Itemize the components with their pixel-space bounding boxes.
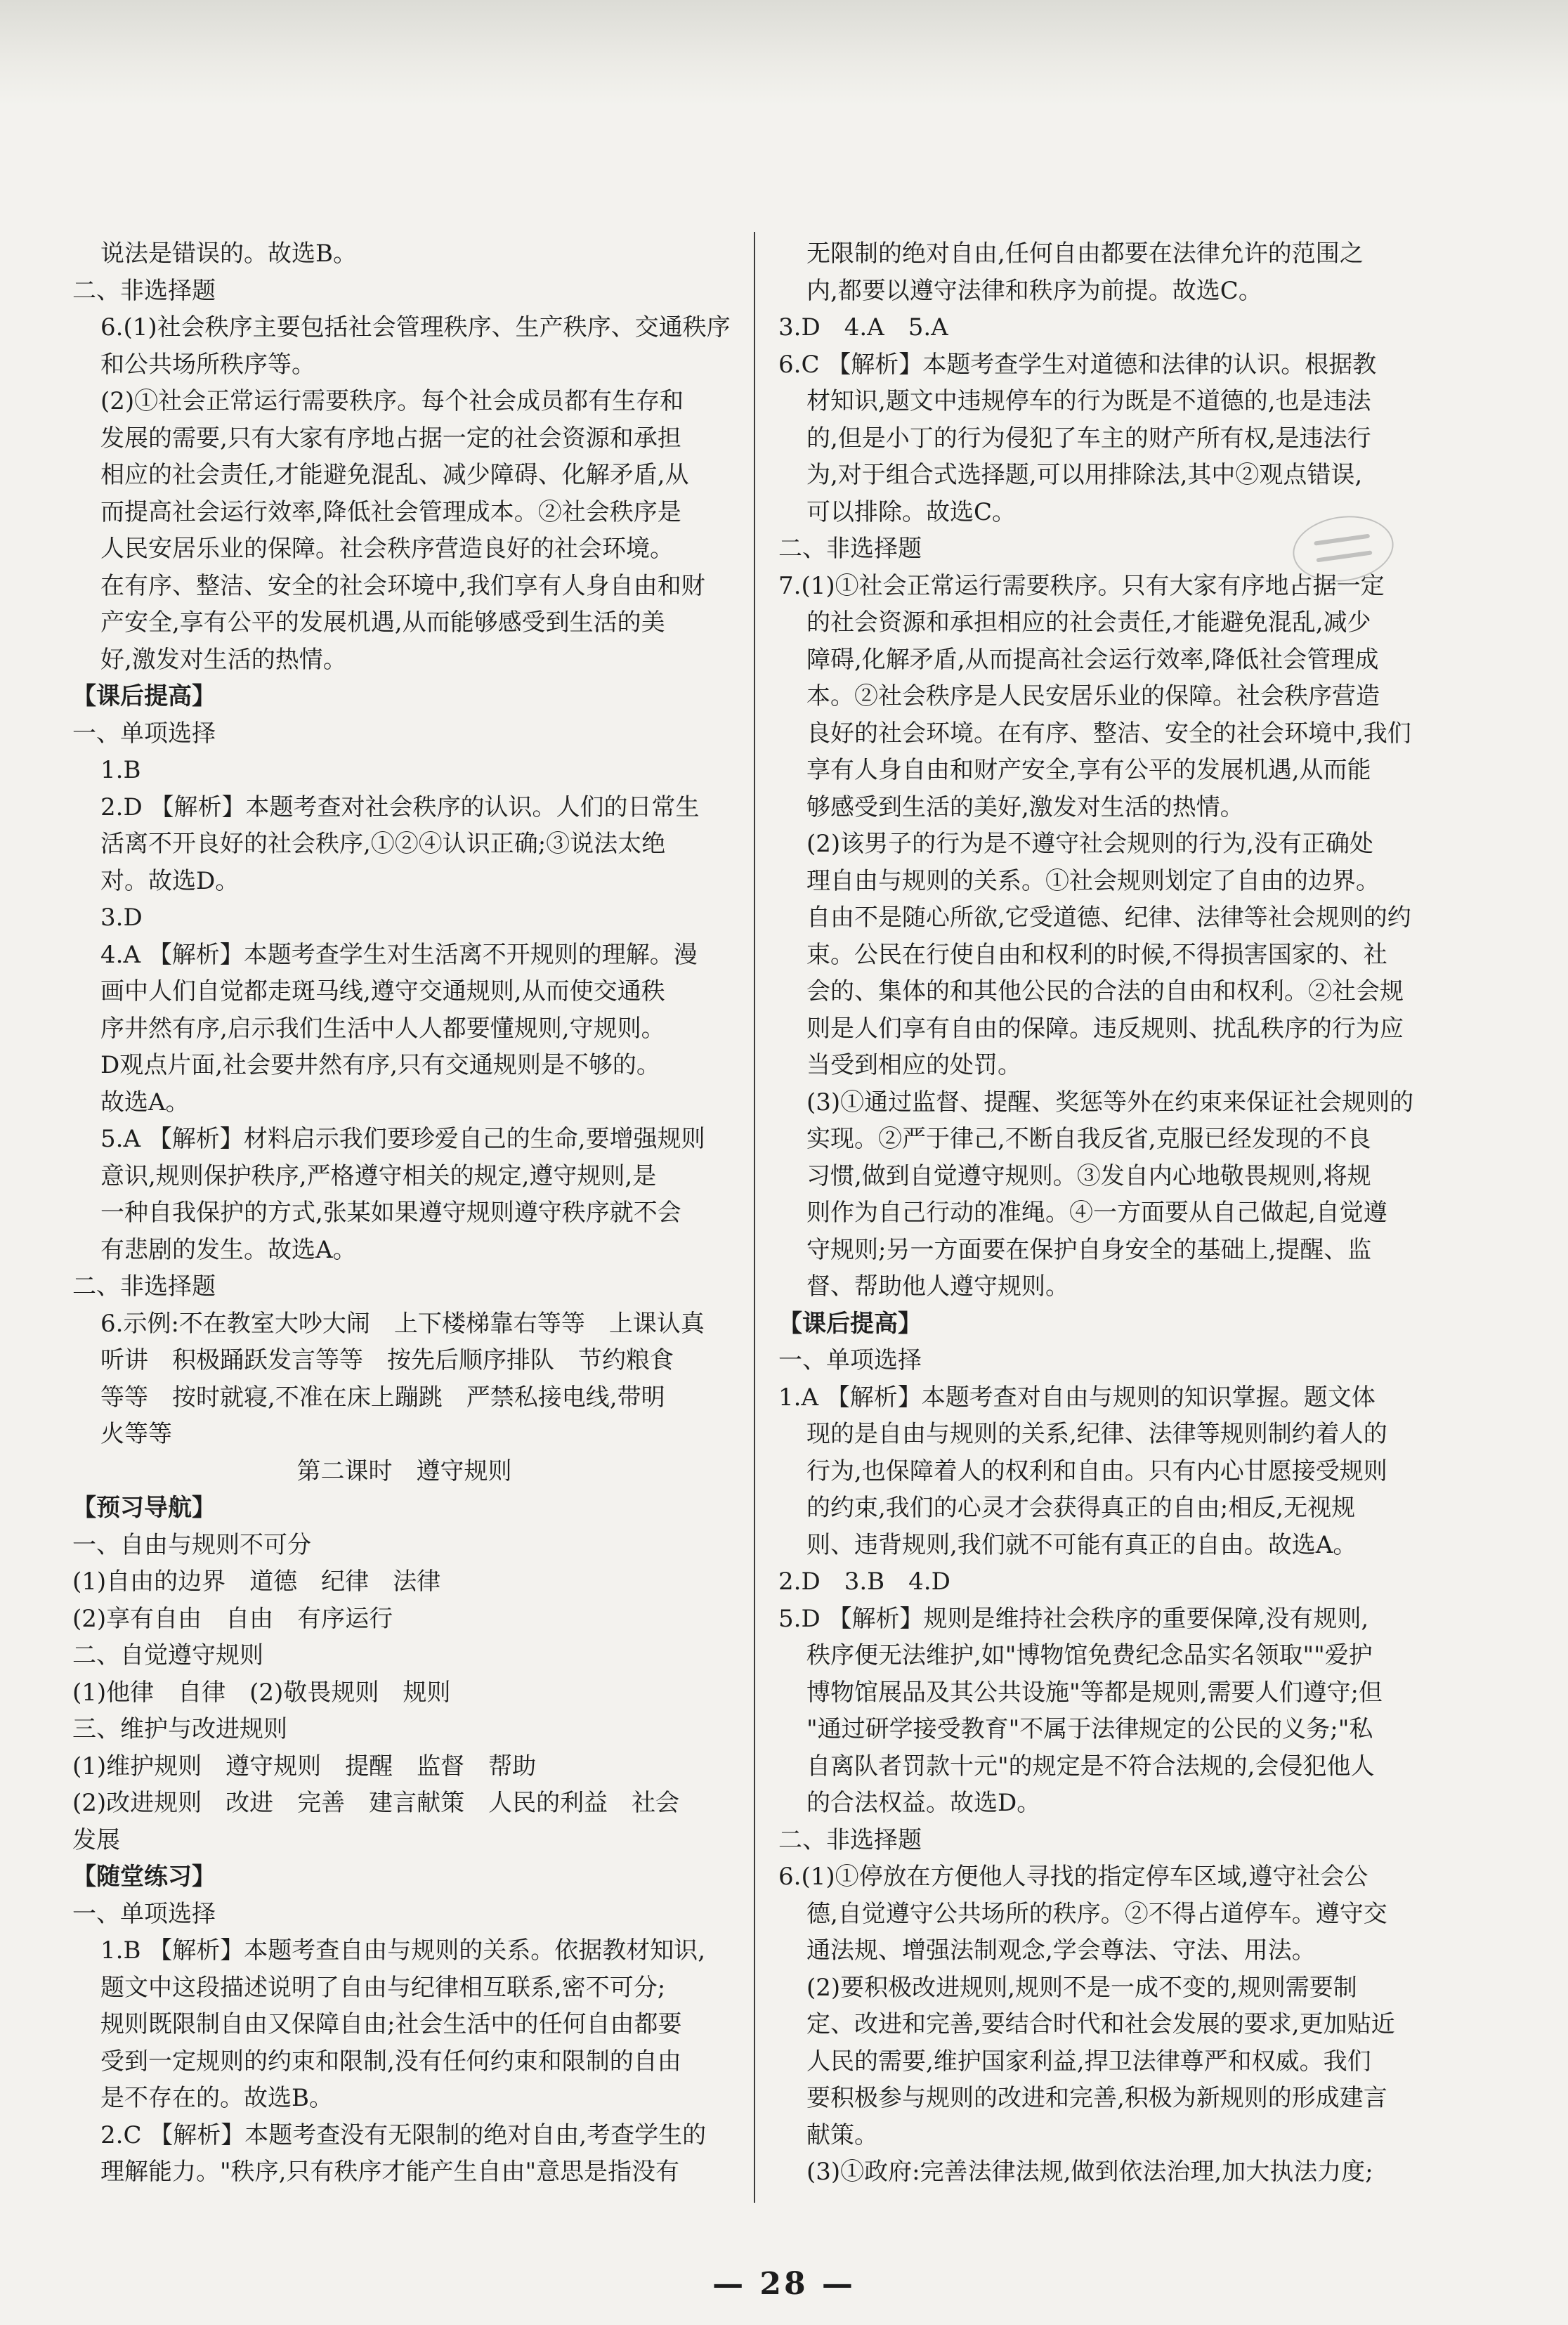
left-column-line: 二、自觉遵守规则	[72, 1641, 263, 1669]
left-column-line: 故选A。	[100, 1088, 190, 1116]
left-column-line: D观点片面,社会要井然有序,只有交通规则是不够的。	[100, 1051, 660, 1079]
left-column-line: 而提高社会运行效率,降低社会管理成本。②社会秩序是	[100, 497, 681, 526]
left-column-line: 人民安居乐业的保障。社会秩序营造良好的社会环境。	[100, 535, 674, 563]
left-column-line: 意识,规则保护秩序,严格遵守相关的规定,遵守规则,是	[100, 1161, 657, 1190]
right-column-line: (3)①通过监督、提醒、奖惩等外在约束来保证社会规则的	[806, 1088, 1414, 1116]
right-column-line: (3)①政府:完善法律法规,做到依法治理,加大执法力度;	[806, 2158, 1373, 2186]
right-column-line: 为,对于组合式选择题,可以用排除法,其中②观点错误,	[806, 461, 1363, 489]
right-column-line: 够感受到生活的美好,激发对生活的热情。	[806, 793, 1244, 821]
left-column-line: 序井然有序,启示我们生活中人人都要懂规则,守规则。	[100, 1014, 665, 1043]
right-column-line: 要积极参与规则的改进和完善,积极为新规则的形成建言	[806, 2084, 1387, 2112]
left-column-line: (1)维护规则 遵守规则 提醒 监督 帮助	[72, 1752, 537, 1780]
left-column-line: 二、非选择题	[72, 276, 216, 305]
left-column-line: 听讲 积极踊跃发言等等 按先后顺序排队 节约粮食	[100, 1346, 674, 1374]
left-column-line: 【课后提高】	[72, 682, 216, 710]
left-column-line: 发展	[72, 1825, 120, 1854]
right-column-line: 会的、集体的和其他公民的合法的自由和权利。②社会规	[806, 977, 1404, 1005]
left-column-line: 一、单项选择	[72, 1899, 216, 1928]
left-column-line: 活离不开良好的社会秩序,①②④认识正确;③说法太绝	[100, 830, 666, 858]
right-column-line: 良好的社会环境。在有序、整洁、安全的社会环境中,我们	[806, 719, 1411, 748]
left-column-line: 第二课时 遵守规则	[296, 1457, 512, 1485]
right-column-line: 自离队者罚款十元"的规定是不符合法规的,会侵犯他人	[806, 1752, 1375, 1780]
right-column-line: 二、非选择题	[778, 535, 922, 563]
right-column-line: 当受到相应的处罚。	[806, 1051, 1021, 1079]
left-column-line: 对。故选D。	[100, 866, 240, 895]
right-column-line: 的社会资源和承担相应的社会责任,才能避免混乱,减少	[806, 608, 1371, 637]
right-column-line: 则是人们享有自由的保障。违反规则、扰乱秩序的行为应	[806, 1014, 1404, 1043]
left-column-line: 题文中这段描述说明了自由与纪律相互联系,密不可分;	[100, 1973, 666, 2002]
right-column-line: 二、非选择题	[778, 1825, 922, 1854]
left-column-line: 有悲剧的发生。故选A。	[100, 1235, 357, 1264]
left-column-line: 6.(1)社会秩序主要包括社会管理秩序、生产秩序、交通秩序	[100, 313, 731, 341]
left-column-line: 【预习导航】	[72, 1494, 216, 1522]
right-column-line: (2)要积极改进规则,规则不是一成不变的,规则需要制	[806, 1973, 1357, 2002]
right-column-line: 秩序便无法维护,如"博物馆免费纪念品实名领取""爱护	[806, 1641, 1373, 1669]
scan-top-band	[0, 0, 1568, 105]
left-column-line: 一种自我保护的方式,张某如果遵守规则遵守秩序就不会	[100, 1199, 681, 1227]
right-column-line: 本。②社会秩序是人民安居乐业的保障。社会秩序营造	[806, 682, 1380, 710]
left-column-line: (2)改进规则 改进 完善 建言献策 人民的利益 社会	[72, 1789, 680, 1817]
right-column-line: 习惯,做到自觉遵守规则。③发自内心地敬畏规则,将规	[806, 1161, 1371, 1190]
right-column-line: 现的是自由与规则的关系,纪律、法律等规则制约着人的	[806, 1420, 1387, 1448]
right-column-line: 1.A 【解析】本题考查对自由与规则的知识掌握。题文体	[778, 1383, 1376, 1412]
right-column-line: 督、帮助他人遵守规则。	[806, 1272, 1069, 1301]
right-column-line: 行为,也保障着人的权利和自由。只有内心甘愿接受规则	[806, 1457, 1387, 1485]
right-column-line: 内,都要以遵守法律和秩序为前提。故选C。	[806, 276, 1262, 305]
left-column-line: 4.A 【解析】本题考查学生对生活离不开规则的理解。漫	[100, 940, 698, 969]
right-column-line: 则作为自己行动的准绳。④一方面要从自己做起,自觉遵	[806, 1199, 1387, 1227]
right-column-line: (2)该男子的行为是不遵守社会规则的行为,没有正确处	[806, 830, 1373, 858]
left-column-line: 产安全,享有公平的发展机遇,从而能够感受到生活的美	[100, 608, 665, 637]
left-column-line: (2)享有自由 自由 有序运行	[72, 1604, 393, 1633]
right-column-line: 享有人身自由和财产安全,享有公平的发展机遇,从而能	[806, 756, 1371, 784]
right-column-line: 理自由与规则的关系。①社会规则划定了自由的边界。	[806, 866, 1380, 895]
right-column-line: 德,自觉遵守公共场所的秩序。②不得占道停车。遵守交	[806, 1899, 1387, 1928]
left-column-line: 是不存在的。故选B。	[100, 2084, 333, 2112]
right-column-line: 无限制的绝对自由,任何自由都要在法律允许的范围之	[806, 240, 1364, 268]
left-column-line: 火等等	[100, 1420, 172, 1448]
right-column-line: 一、单项选择	[778, 1346, 922, 1374]
right-column-line: 可以排除。故选C。	[806, 497, 1017, 526]
right-column-line: 2.D 3.B 4.D	[778, 1568, 950, 1596]
right-column-line: 定、改进和完善,要结合时代和社会发展的要求,更加贴近	[806, 2010, 1395, 2038]
right-column-line: 人民的需要,维护国家利益,捍卫法律尊严和权威。我们	[806, 2047, 1371, 2076]
left-column-line: 3.D	[100, 904, 143, 932]
right-column-line: 5.D 【解析】规则是维持社会秩序的重要保障,没有规则,	[778, 1604, 1369, 1633]
right-column-line: 束。公民在行使自由和权利的时候,不得损害国家的、社	[806, 940, 1387, 969]
left-column-line: 发展的需要,只有大家有序地占据一定的社会资源和承担	[100, 424, 681, 452]
left-column-line: 一、自由与规则不可分	[72, 1530, 311, 1559]
right-column-line: 6.(1)①停放在方便他人寻找的指定停车区域,遵守社会公	[778, 1863, 1368, 1891]
left-column-line: 1.B	[100, 756, 141, 784]
left-column-line: 三、维护与改进规则	[72, 1715, 287, 1743]
left-column-line: 二、非选择题	[72, 1272, 216, 1301]
left-column-line: 好,激发对生活的热情。	[100, 645, 347, 674]
right-column-line: 6.C 【解析】本题考查学生对道德和法律的认识。根据教	[778, 350, 1377, 379]
column-divider	[754, 232, 755, 2203]
page-number: — 28 —	[712, 2266, 856, 2302]
right-column-line: 【课后提高】	[778, 1309, 922, 1338]
left-column-line: 2.C 【解析】本题考查没有无限制的绝对自由,考查学生的	[100, 2121, 707, 2149]
left-column-line: 【随堂练习】	[72, 1863, 216, 1891]
right-column-line: 博物馆展品及其公共设施"等都是规则,需要人们遵守;但	[806, 1678, 1383, 1707]
right-column-line: 的合法权益。故选D。	[806, 1789, 1041, 1817]
right-column-line: 障碍,化解矛盾,从而提高社会运行效率,降低社会管理成	[806, 645, 1379, 674]
right-column-line: 通法规、增强法制观念,学会尊法、守法、用法。	[806, 1936, 1316, 1965]
right-column-line: 的约束,我们的心灵才会获得真正的自由;相反,无视规	[806, 1494, 1356, 1522]
left-column-line: 画中人们自觉都走斑马线,遵守交通规则,从而使交通秩	[100, 977, 665, 1005]
left-column-line: (1)自由的边界 道德 纪律 法律	[72, 1568, 441, 1596]
right-column-line: 实现。②严于律己,不断自我反省,克服已经发现的不良	[806, 1125, 1371, 1153]
right-column-line: 的,但是小丁的行为侵犯了车主的财产所有权,是违法行	[806, 424, 1371, 452]
right-column-line: 则、违背规则,我们就不可能有真正的自由。故选A。	[806, 1530, 1357, 1559]
right-column-line: 守规则;另一方面要在保护自身安全的基础上,提醒、监	[806, 1235, 1372, 1264]
left-column-line: 理解能力。"秩序,只有秩序才能产生自由"意思是指没有	[100, 2158, 680, 2186]
right-column-line: 自由不是随心所欲,它受道德、纪律、法律等社会规则的约	[806, 904, 1411, 932]
left-column-line: 6.示例:不在教室大吵大闹 上下楼梯靠右等等 上课认真	[100, 1309, 705, 1338]
left-column-line: 规则既限制自由又保障自由;社会生活中的任何自由都要	[100, 2010, 682, 2038]
right-column-line: "通过研学接受教育"不属于法律规定的公民的义务;"私	[806, 1715, 1373, 1743]
left-column-line: 和公共场所秩序等。	[100, 350, 315, 379]
right-column-line: 3.D 4.A 5.A	[778, 313, 948, 341]
left-column-line: 5.A 【解析】材料启示我们要珍爱自己的生命,要增强规则	[100, 1125, 705, 1153]
right-column-line: 献策。	[806, 2121, 878, 2149]
left-column-line: 等等 按时就寝,不准在床上蹦跳 严禁私接电线,带明	[100, 1383, 665, 1412]
left-column-line: 2.D 【解析】本题考查对社会秩序的认识。人们的日常生	[100, 793, 700, 821]
left-column-line: (1)他律 自律 (2)敬畏规则 规则	[72, 1678, 451, 1707]
left-column-line: 在有序、整洁、安全的社会环境中,我们享有人身自由和财	[100, 571, 705, 600]
left-column-line: 受到一定规则的约束和限制,没有任何约束和限制的自由	[100, 2047, 681, 2076]
left-column-line: 一、单项选择	[72, 719, 216, 748]
left-column-line: 1.B 【解析】本题考查自由与规则的关系。依据教材知识,	[100, 1936, 706, 1965]
right-column-line: 材知识,题文中违规停车的行为既是不道德的,也是违法	[806, 387, 1371, 415]
right-column-line: 7.(1)①社会正常运行需要秩序。只有大家有序地占据一定	[778, 571, 1385, 600]
left-column-line: 说法是错误的。故选B。	[100, 240, 357, 268]
left-column-line: 相应的社会责任,才能避免混乱、减少障碍、化解矛盾,从	[100, 461, 689, 489]
left-column	[72, 235, 736, 2191]
left-column-line: (2)①社会正常运行需要秩序。每个社会成员都有生存和	[100, 387, 684, 415]
